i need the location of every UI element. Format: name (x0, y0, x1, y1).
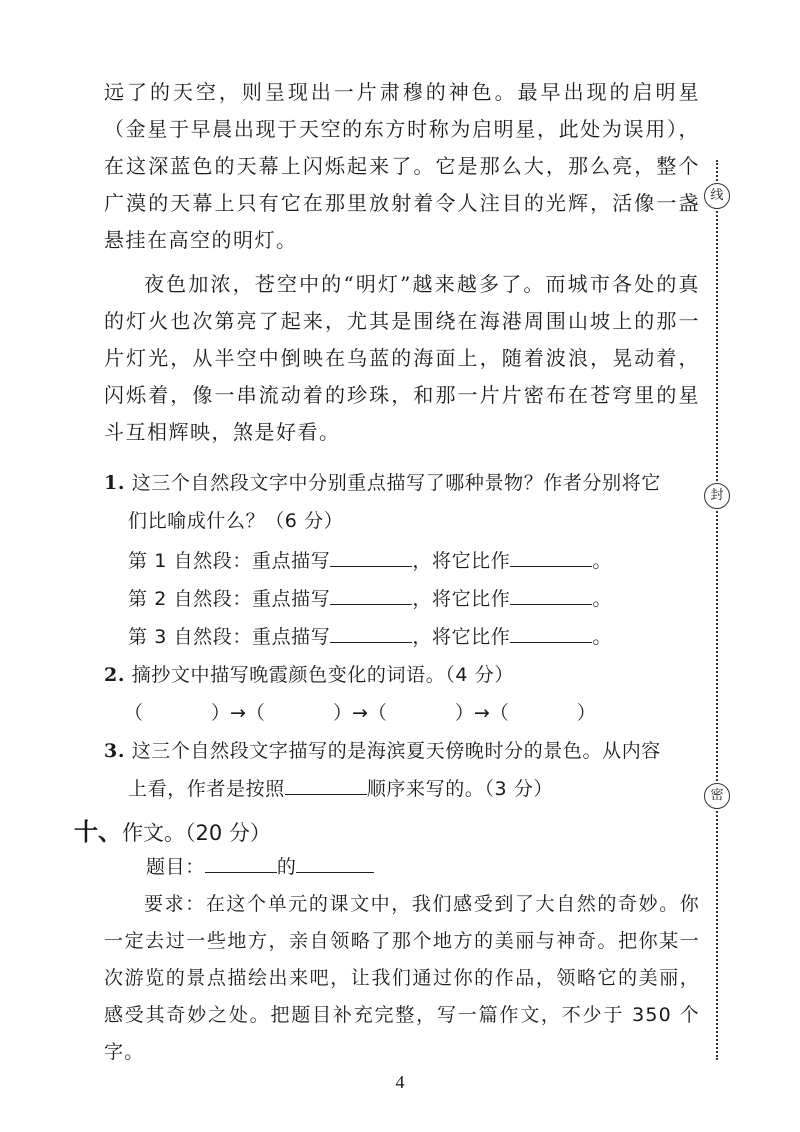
essay-title-blank-2[interactable] (296, 852, 374, 873)
binding-seal-3: 密 (704, 783, 730, 809)
question-1-number: 1. (104, 472, 126, 494)
q1-scene-blank-2[interactable] (330, 584, 412, 605)
q1-answer-row-1 (128, 546, 612, 573)
binding-seal-1: 线 (704, 183, 730, 209)
question-2-number: 2. (104, 664, 126, 686)
q1-metaphor-blank-1[interactable] (510, 546, 592, 567)
q1-row-mid: ，将它比作 (412, 626, 511, 648)
passage-paragraph-2: 夜色加浓，苍空中的“明灯”越来越多了。而城市各处的真的灯火也次第亮了起来，尤其是围绕在海港周围山坡上的那一片灯光，从半空中倒映在乌蓝的海面上，随着波浪，晃动着，闪烁着，像一串流动着的珍珠，和那一片片密布在苍穹里的星斗互相辉映，煞是好看。 (104, 272, 700, 444)
question-2-text: 摘抄文中描写晚霞颜色变化的词语。（4 分） (131, 664, 514, 686)
q2-bracket: ） (576, 702, 596, 724)
binding-dotted-line (716, 160, 718, 1060)
q2-arrow: ）→（ (454, 702, 509, 724)
question-1-text-line2: 们比喻成什么？（6 分） (128, 510, 344, 532)
q1-metaphor-blank-2[interactable] (510, 584, 592, 605)
q2-arrow: ）→（ (332, 702, 387, 724)
q1-row-mid: ，将它比作 (412, 550, 511, 572)
question-2 (104, 660, 514, 687)
q1-row-label: 第 3 自然段：重点描写 (128, 626, 331, 648)
q1-answer-row-2 (128, 584, 612, 611)
question-3 (104, 736, 661, 763)
section-number: 十、 (74, 818, 122, 846)
q3-text-b: 顺序来写的。（3 分） (366, 778, 554, 800)
essay-title-label: 题目： (146, 856, 205, 878)
q1-row-mid: ，将它比作 (412, 588, 511, 610)
q1-row-end: 。 (592, 550, 612, 572)
essay-title-line (146, 852, 374, 879)
q1-scene-blank-1[interactable] (330, 546, 412, 567)
q1-row-end: 。 (592, 588, 612, 610)
q1-row-label: 第 1 自然段：重点描写 (128, 550, 331, 572)
q2-color-chain (124, 698, 596, 725)
page-number: 4 (395, 1072, 405, 1092)
q1-row-end: 。 (592, 626, 612, 648)
q3-order-blank[interactable] (285, 774, 367, 795)
essay-title-blank-1[interactable] (205, 852, 277, 873)
section-title: 作文。（20 分） (122, 821, 271, 845)
q2-arrow: ）→（ (211, 702, 265, 724)
question-1-text-line1: 这三个自然段文字中分别重点描写了哪种景物？作者分别将它 (131, 472, 661, 494)
passage-paragraph-1: 远了的天空，则呈现出一片肃穆的神色。最早出现的启明星（金星于早晨出现于天空的东方时称为启明星，此处为误用），在这深蓝色的天幕上闪烁起来了。它是那么大，那么亮，整个广漠的天幕上只有它在那里放射着令人注目的光辉，活像一盏悬挂在高空的明灯。 (104, 80, 700, 252)
q3-text-a: 上看，作者是按照 (128, 778, 285, 800)
question-1 (104, 468, 661, 495)
q1-row-label: 第 2 自然段：重点描写 (128, 588, 331, 610)
essay-requirement: 要求：在这个单元的课文中，我们感受到了大自然的奇妙。你一定去过一些地方，亲自领略了那个地方的美丽与神奇。把你某一次游览的景点描绘出来吧，让我们通过你的作品，领略它的美丽，感受其奇妙之处。把题目补充完整，写一篇作文，不少于 350 个字。 (104, 893, 700, 1063)
q2-bracket: （ (124, 702, 144, 724)
q1-scene-blank-3[interactable] (330, 622, 412, 643)
q1-answer-row-3 (128, 622, 612, 649)
section-composition-heading (74, 812, 271, 847)
binding-seal-2: 封 (704, 483, 730, 509)
question-3-number: 3. (104, 740, 126, 762)
q1-metaphor-blank-3[interactable] (510, 622, 592, 643)
question-3-text-line1: 这三个自然段文字描写的是海滨夏天傍晚时分的景色。从内容 (131, 740, 661, 762)
question-3-line2 (128, 774, 553, 801)
essay-title-mid: 的 (276, 856, 297, 878)
